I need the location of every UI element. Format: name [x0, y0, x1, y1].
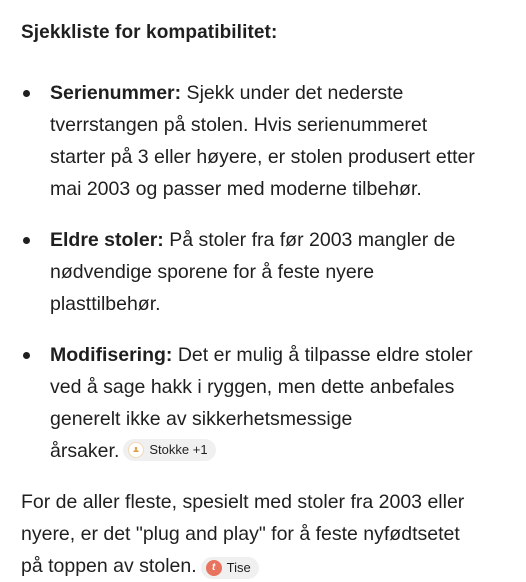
list-item-modification	[21, 339, 526, 467]
list-item-text: På stoler fra før 2003 mangler de	[163, 229, 456, 251]
list-item-text: tverrstangen på stolen. Hvis serienummeret	[50, 114, 428, 136]
section-heading: Sjekkliste for kompatibilitet:	[21, 22, 278, 43]
list-item-text: årsaker.	[50, 440, 120, 462]
list-item-text: nødvendige sporene for å feste nyere	[50, 261, 375, 283]
source-chip-label: Stokke +1	[149, 442, 208, 457]
bullet-icon	[23, 237, 30, 244]
list-item-text: mai 2003 og passer med moderne tilbehør.	[50, 178, 422, 200]
bullet-icon	[23, 90, 30, 97]
list-item-term: Eldre stoler:	[50, 229, 164, 251]
paragraph-text: nyere, er det "plug and play" for å feste nyfødtsetet	[21, 523, 460, 545]
list-item-text: plasttilbehør.	[50, 293, 161, 315]
list-item-term: Serienummer:	[50, 82, 182, 104]
list-item-text: Det er mulig å tilpasse eldre stoler	[172, 344, 473, 366]
source-chip-stokke[interactable]	[123, 439, 215, 461]
summary-paragraph	[21, 486, 526, 582]
list-item-text: starter på 3 eller høyere, er stolen produsert etter	[50, 146, 475, 168]
paragraph-text: på toppen av stolen.	[21, 555, 197, 577]
source-chip-tise[interactable]	[201, 557, 259, 579]
list-item-text: generelt ikke av sikkerhetsmessige	[50, 408, 353, 430]
paragraph-text: For de aller fleste, spesielt med stoler fra 2003 eller	[21, 491, 465, 513]
compatibility-checklist	[21, 77, 526, 467]
list-item-text: Sjekk under det nederste	[181, 82, 404, 104]
list-item-term: Modifisering:	[50, 344, 173, 366]
tise-logo-icon: t	[206, 560, 222, 576]
list-item-text: ved å sage hakk i ryggen, men dette anbefales	[50, 376, 455, 398]
source-chip-label: Tise	[226, 560, 251, 575]
bullet-icon	[23, 352, 30, 359]
list-item-serial-number	[21, 77, 526, 205]
list-item-older-chairs	[21, 224, 526, 320]
stokke-logo-icon	[128, 442, 144, 458]
